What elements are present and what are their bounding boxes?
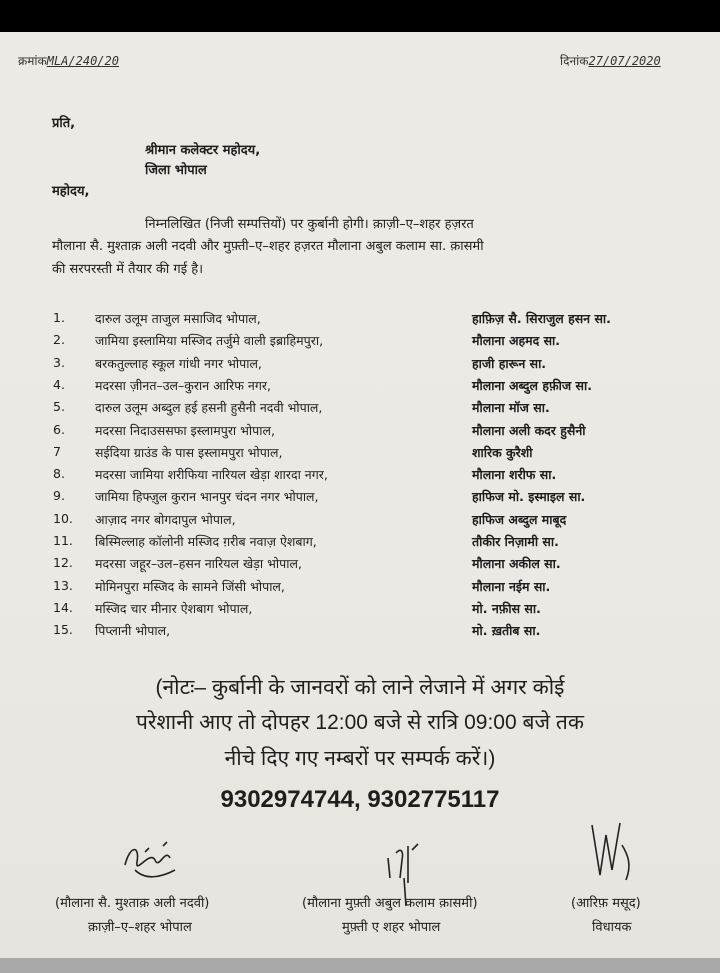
list-item-person: हाजी हारून सा. xyxy=(472,355,547,371)
letter-date xyxy=(560,52,661,69)
list-item-number: 6. xyxy=(53,421,65,437)
bottom-gray-bar xyxy=(0,958,720,973)
list-item-number: 14. xyxy=(53,599,73,615)
list-item-person: शारिक कुरैशी xyxy=(472,444,533,460)
list-item-person: मौलाना मॉज सा. xyxy=(472,400,550,416)
list-item-place: सईदिया ग्राउंड के पास इस्लामपुरा भोपाल, xyxy=(95,444,283,460)
list-item xyxy=(0,600,720,621)
list-item-person: तौकीर निज़ामी सा. xyxy=(472,534,559,549)
list-item xyxy=(0,355,720,376)
list-item xyxy=(0,578,720,599)
body-line1: निम्नलिखित (निजी सम्पत्तियों) पर कुर्बानी होगी। क़ाज़ी–ए–शहर हज़रत xyxy=(145,217,474,232)
date-value: 27/07/2020 xyxy=(588,54,661,68)
list-item-number: 7 xyxy=(53,443,61,459)
list-item xyxy=(0,377,720,398)
list-item xyxy=(0,422,720,443)
list-item xyxy=(0,444,720,465)
list-item-place: मदरसा ज़ीनत–उल–कुरान आरिफ नगर, xyxy=(95,377,271,393)
mahoday-text: महोदय, xyxy=(52,184,90,199)
list-item-number: 12. xyxy=(53,555,73,571)
list-item-place: पिप्लानी भोपाल, xyxy=(95,623,171,639)
list-item-person: मौलाना अकील सा. xyxy=(472,556,561,572)
list-item-place: दारुल उलूम अब्दुल हई हसनी हुसैनी नदवी भोपाल, xyxy=(95,400,323,416)
body-line2: मौलाना सै. मुश्ताक़ अली नदवी और मुफ़्ती–ए–शहर हज़रत मौलाना अबुल कलाम सा. क़ासमी xyxy=(52,239,484,254)
addressee-line2: जिला भोपाल xyxy=(145,163,207,178)
list-item xyxy=(0,533,720,554)
list-item xyxy=(0,622,720,643)
signatory-1-title: क़ाज़ी–ए–शहर भोपाल xyxy=(88,920,192,935)
list-item-number: 13. xyxy=(53,577,73,593)
list-item-place: आज़ाद नगर बोगदापुल भोपाल, xyxy=(95,511,236,527)
list-item xyxy=(0,399,720,420)
signature-qazi xyxy=(115,840,185,890)
list-item-number: 15. xyxy=(53,622,73,638)
list-item-person: मो. ख़तीब सा. xyxy=(472,623,541,639)
list-item xyxy=(0,555,720,576)
list-item xyxy=(0,466,720,487)
signature-mla xyxy=(582,815,642,890)
signatory-3-name: (आरिफ़ मसूद) xyxy=(571,896,641,911)
list-item xyxy=(0,488,720,509)
list-item-place: मोमिनपुरा मस्जिद के सामने जिंसी भोपाल, xyxy=(95,578,285,594)
list-item-place: जामिया इस्लामिया मस्जिद तर्जुमे वाली इब्राहिमपुरा, xyxy=(95,333,324,349)
prati-text: प्रति, xyxy=(52,116,76,131)
list-item-number: 5. xyxy=(53,399,65,415)
list-item-number: 9. xyxy=(53,488,65,504)
note-line2: परेशानी आए तो दोपहर 12:00 बजे से रात्रि 09:00 बजे तक xyxy=(135,711,585,734)
signatory-2-title: मुफ़्ती ए शहर भोपाल xyxy=(342,920,441,935)
list-item-place: जामिया हिफ्ज़ुल कुरान भानपुर चंदन नगर भोपाल, xyxy=(95,489,319,505)
reference-number xyxy=(18,52,119,69)
list-item-number: 1. xyxy=(53,310,65,325)
list-item-person: मौलाना अब्दुल हफ़ीज सा. xyxy=(472,377,592,393)
note-line1: (नोटः– कुर्बानी के जानवरों को लाने लेजाने में अगर कोई xyxy=(155,676,565,699)
list-item-number: 11. xyxy=(53,533,73,548)
signatory-3-title: विधायक xyxy=(592,920,632,935)
list-item xyxy=(0,310,720,331)
list-item-place: बिस्मिल्लाह कॉलोनी मस्जिद ग़रीब नवाज़ ऐशबाग, xyxy=(95,534,317,549)
date-label: दिनांक xyxy=(560,54,589,68)
addressee-line1: श्रीमान कलेक्टर महोदय, xyxy=(145,143,261,158)
list-item-number: 10. xyxy=(53,510,73,526)
note-line3: नीचे दिए गए नम्बरों पर सम्पर्क करें।) xyxy=(224,747,496,770)
signatory-2-name: (मौलाना मुफ़्ती अबुल कलाम क़ासमी) xyxy=(302,896,478,911)
list-item-number: 2. xyxy=(53,332,65,348)
list-item-place: मदरसा जहूर–उल–हसन नारियल खेड़ा भोपाल, xyxy=(95,556,302,572)
list-item-place: मस्जिद चार मीनार ऐशबाग भोपाल, xyxy=(95,600,253,616)
list-item-person: हाफिज मो. इस्माइल सा. xyxy=(472,489,586,505)
list-item-person: मौलाना नईम सा. xyxy=(472,578,551,594)
list-item xyxy=(0,332,720,353)
list-item-person: हाफिज अब्दुल माबूद xyxy=(472,511,567,527)
list-item-person: मौलाना अहमद सा. xyxy=(472,333,561,349)
list-item-place: दारुल उलूम ताजुल मसाजिद भोपाल, xyxy=(95,311,261,326)
signatory-1-name: (मौलाना सै. मुश्ताक़ अली नदवी) xyxy=(55,896,210,911)
list-item-number: 4. xyxy=(53,376,65,392)
body-line3: की सरपरस्ती में तैयार की गई है। xyxy=(52,262,204,277)
list-item-number: 3. xyxy=(53,354,65,370)
list-item-place: बरकतुल्लाह स्कूल गांधी नगर भोपाल, xyxy=(95,355,262,371)
list-item xyxy=(0,511,720,532)
list-item-person: मौलाना अली कदर हुसैनी xyxy=(472,422,586,438)
list-item-place: मदरसा जामिया शरीफिया नारियल खेड़ा शारदा नगर, xyxy=(95,467,328,483)
list-item-person: हाफ़िज़ सै. सिराजुल हसन सा. xyxy=(472,311,611,326)
contact-phone-numbers: 9302974744, 9302775117 xyxy=(220,786,500,813)
list-item-person: मौलाना शरीफ सा. xyxy=(472,467,557,483)
top-black-bar xyxy=(0,0,720,32)
reference-value: MLA/240/20 xyxy=(46,54,119,68)
list-item-place: मदरसा निदाउससफा इस्लामपुरा भोपाल, xyxy=(95,422,275,438)
reference-label: क्रमांक xyxy=(18,54,47,68)
list-item-number: 8. xyxy=(53,466,65,482)
list-item-person: मो. नफ़ीस सा. xyxy=(472,600,541,616)
